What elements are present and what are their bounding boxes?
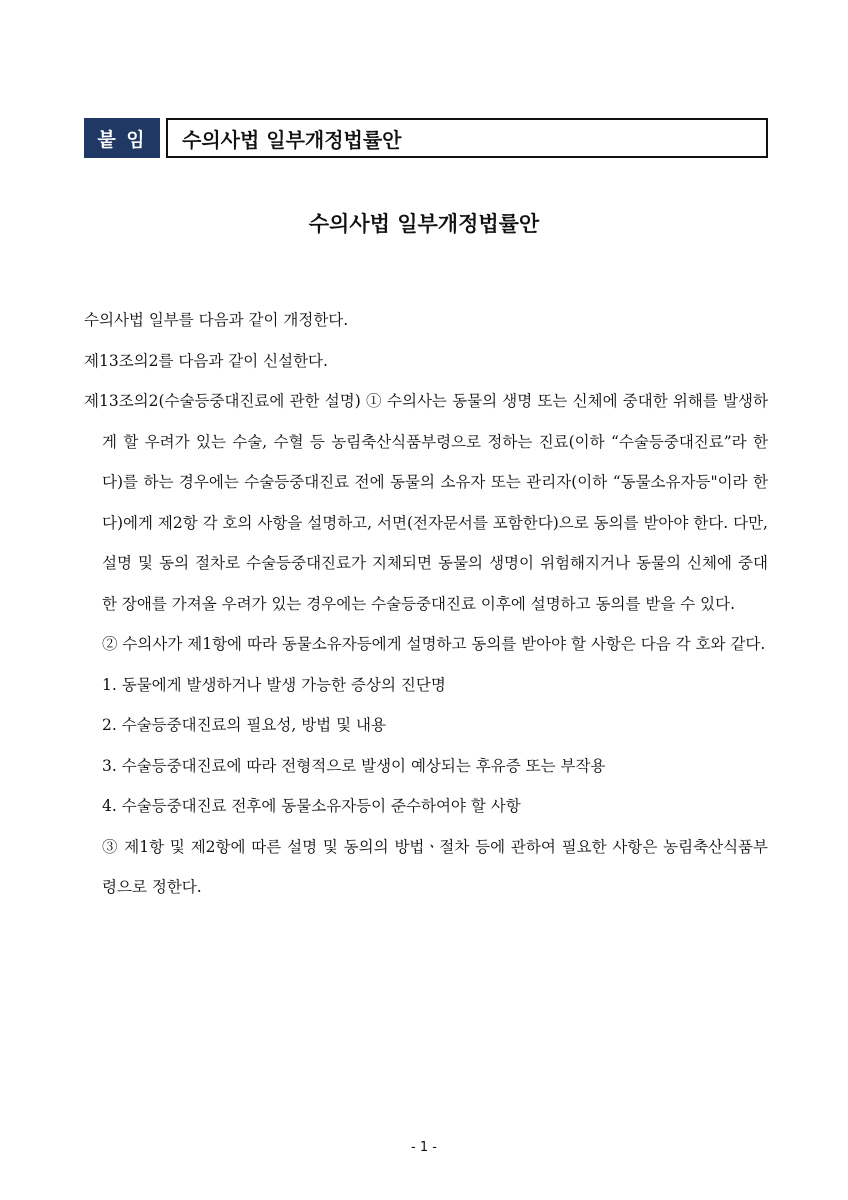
- attachment-header: [84, 118, 768, 158]
- page-number: - 1 -: [411, 1140, 437, 1155]
- list-item: 1. 동물에게 발생하거나 발생 가능한 증상의 진단명: [102, 675, 446, 694]
- list-item: 3. 수술등중대진료에 따라 전형적으로 발생이 예상되는 후유증 또는 부작용: [102, 756, 606, 775]
- amend-line: 제13조의2를 다음과 같이 신설한다.: [84, 351, 328, 370]
- article-paragraph-2: ② 수의사가 제1항에 따라 동물소유자등에게 설명하고 동의를 받아야 할 사항은 다음 각 호와 같다.: [102, 635, 766, 653]
- article-paragraph-3: ③ 제1항 및 제2항에 따른 설명 및 동의의 방법ㆍ절차 등에 관하여 필요한 사항은 농림축산식품부령으로 정한다.: [102, 837, 768, 896]
- list-item: 4. 수술등중대진료 전후에 동물소유자등이 준수하여야 할 사항: [102, 797, 521, 815]
- attachment-badge: 붙 임: [84, 118, 160, 158]
- list-item: 2. 수술등중대진료의 필요성, 방법 및 내용: [102, 716, 386, 734]
- header-title: 수의사법 일부개정법률안: [166, 118, 768, 158]
- document-title: 수의사법 일부개정법률안: [308, 211, 540, 236]
- article-paragraph-1: 제13조의2(수술등중대진료에 관한 설명) ① 수의사는 동물의 생명 또는 신체에 중대한 위해를 발생하게 할 우려가 있는 수술, 수혈 등 농림축산식품부령으로 정하는 진료(이하 “수술등중대진료”라 한다)를 하는 경우에는 수술등중대진료 전에 동물의 소유자 또는 관리자(이하 “동물소유자등"이라 한다)에게 제2항 각 호의 사항을 설명하고, 서면(전자문서를 포함한다)으로 동의를 받아야 한다. 다만, 설명 및 동의 절차로 수술등중대진료가 지체되면 동물의 생명이 위험해지거나 동물의 신체에 중대한 장애를 가져올 우려가 있는 경우에는 수술등중대진료 이후에 설명하고 동의를 받을 수 있다.: [84, 392, 768, 613]
- document-body: [84, 300, 768, 908]
- intro-line: 수의사법 일부를 다음과 같이 개정한다.: [84, 311, 349, 329]
